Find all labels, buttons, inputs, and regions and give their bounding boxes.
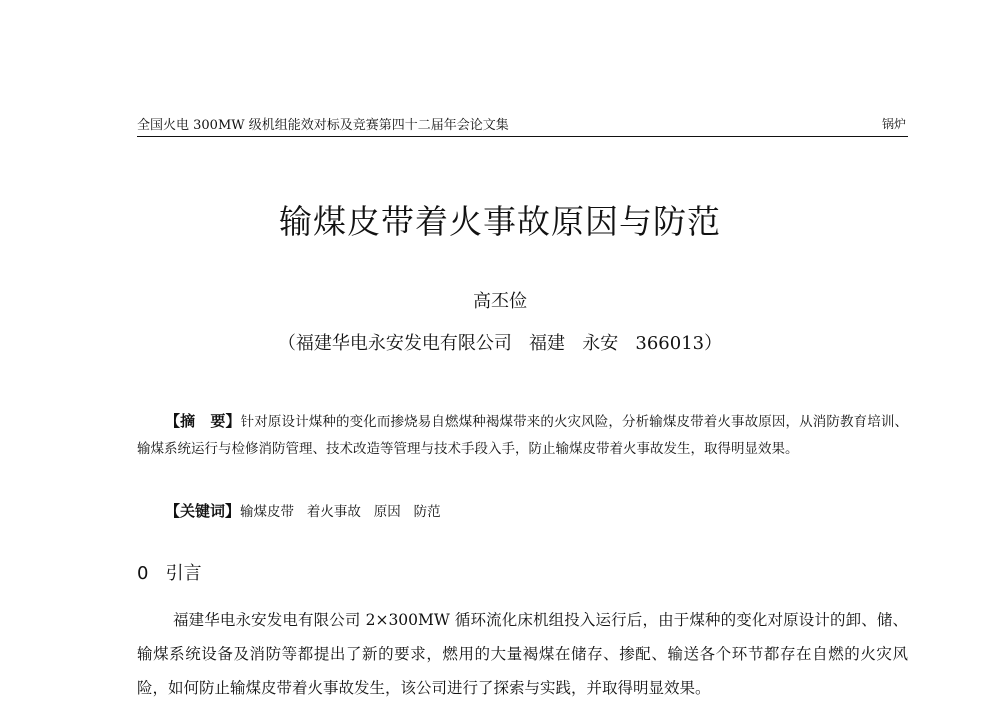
paper-title: 输煤皮带着火事故原因与防范	[279, 202, 721, 241]
keywords-label: 【关键词】	[165, 502, 241, 520]
abstract-text: 针对原设计煤种的变化而掺烧易自燃煤种褐煤带来的火灾风险，分析输煤皮带着火事故原因，从消防教育培训、输煤系统运行与检修消防管理、技术改造等管理与技术手段入手，防止输煤皮带着火事故发生，取得明显效果。	[137, 414, 908, 457]
abstract-label: 【摘 要】	[165, 412, 241, 430]
header-section-name: 锅炉	[881, 117, 906, 131]
author-name: 高丕俭	[473, 291, 527, 312]
header-proceedings-title: 全国火电 300MW 级机组能效对标及竞赛第四十二届年会论文集	[137, 118, 509, 133]
running-header	[137, 112, 908, 137]
author-affiliation: （福建华电永安发电有限公司 福建 永安 366013）	[277, 333, 723, 354]
section-title: 引言	[165, 563, 202, 584]
abstract	[137, 408, 908, 463]
section-number: 0	[137, 563, 149, 584]
keywords-text: 输煤皮带 着火事故 原因 防范	[240, 504, 441, 520]
section-heading	[137, 559, 202, 585]
intro-paragraph: 福建华电永安发电有限公司 2×300MW 循环流化床机组投入运行后，由于煤种的变化对原设计的卸、储、输煤系统设备及消防等都提出了新的要求，燃用的大量褐煤在储存、掺配、输送各个环节都存在自燃的火灾风险，如何防止输煤皮带着火事故发生，该公司进行了探索与实践，并取得明显效果。	[137, 611, 908, 697]
keywords	[165, 498, 441, 526]
